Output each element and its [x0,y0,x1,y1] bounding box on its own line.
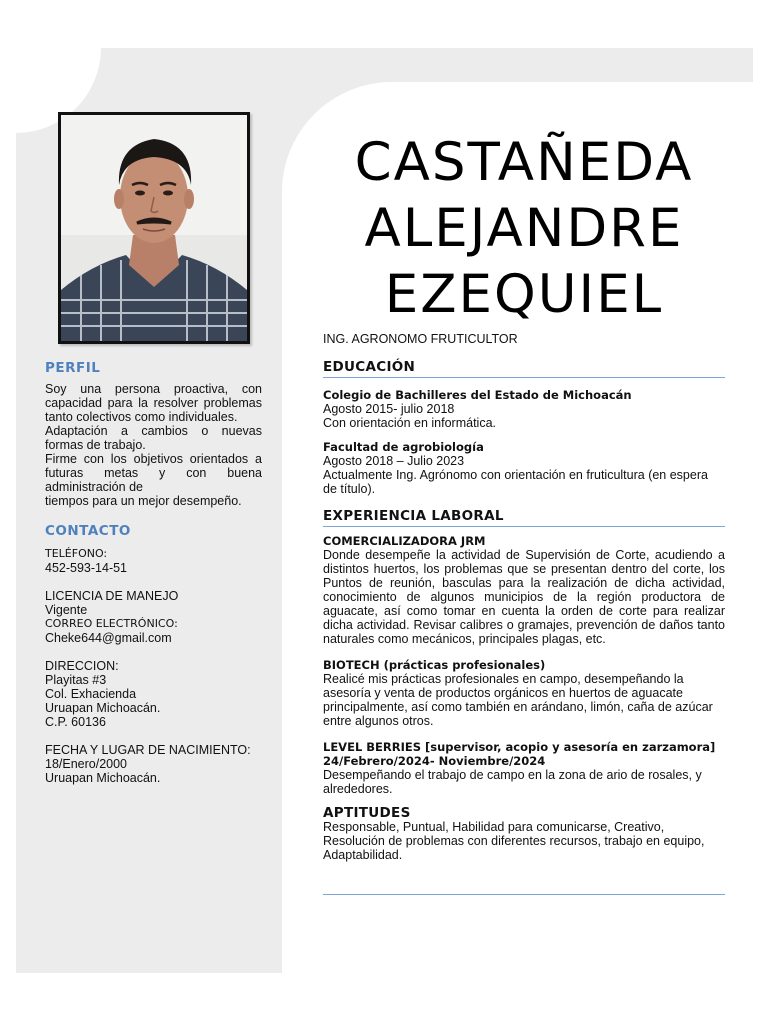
experience-detail: Donde desempeñe la actividad de Supervisión de Corte, acudiendo a distintos huertos, los problemas que se presentan dentro del corte, los Puntos de reunión, basculas para la realización de dicha actividad, conocimiento de algunos municipios de la región productora de aguacate, así como tomar en cuenta la orden de corte para realizar dicha actividad. Revisar calibres o gramajes, prevención de daños tanto naturales como mecánicos, principales plagas, etc. [323,548,725,646]
address-label: DIRECCION: [45,659,119,673]
email-value[interactable]: Cheke644@gmail.com [45,631,172,645]
profile-paragraph: Soy una persona proactiva, con capacidad para la resolver problemas tanto colectivos como individuales. [45,382,262,424]
address-line: Playitas #3 [45,673,107,687]
experience-title: LEVEL BERRIES [supervisor, acopio y asesoría en zarzamora] [323,740,716,754]
profile-photo [58,112,250,344]
profile-paragraph: Adaptación a cambios o nuevas formas de trabajo. [45,424,262,452]
education-title: Colegio de Bachilleres del Estado de Michoacán [323,388,632,402]
experience-item [323,534,725,646]
license-label: LICENCIA DE MANEJO [45,589,179,603]
skills-detail: Responsable, Puntual, Habilidad para comunicarse, Creativo, Resolución de problemas con diferentes recursos, trabajo en equipo, Adaptabilidad. [323,820,705,862]
experience-title: COMERCIALIZADORA JRM [323,534,486,548]
education-detail: Con orientación en informática. [323,416,497,430]
experience-heading: EXPERIENCIA LABORAL [323,509,725,527]
contact-heading: CONTACTO [45,523,131,539]
experience-item [323,658,725,728]
skills-section [323,806,725,862]
education-item [323,388,725,430]
license-value: Vigente [45,603,88,617]
experience-title: BIOTECH (prácticas profesionales) [323,658,546,672]
email-label: CORREO ELECTRÓNICO: [45,617,178,630]
education-heading: EDUCACIÓN [323,360,725,378]
education-dates: Agosto 2018 – Julio 2023 [323,454,465,468]
profile-section [45,361,262,508]
phone-value: 452-593-14-51 [45,561,128,575]
experience-item [323,740,725,796]
experience-dates: 24/Febrero/2024- Noviembre/2024 [323,754,546,768]
profile-text [45,382,262,508]
profile-paragraph: Firme con los objetivos orientados a futuras metas y con buena administración de [45,452,262,494]
bottom-divider [323,894,725,895]
phone-label: TELÉFONO: [45,547,108,560]
experience-detail: Desempeñando el trabajo de campo en la zona de ario de rosales, y alrededores. [323,768,702,796]
profile-paragraph: tiempos para un mejor desempeño. [45,494,242,508]
name-line: ALEJANDRE [364,198,684,259]
address-line: Uruapan Michoacán. [45,701,161,715]
experience-detail: Realicé mis prácticas profesionales en campo, desempeñando la asesoría y venta de productos orgánicos en huertos de aguacate principalmente, así como también en arándano, limón, caña de azúcar entre algunos otros. [323,672,713,728]
skills-heading: APTITUDES [323,805,411,821]
address-line: C.P. 60136 [45,715,106,729]
birth-date: 18/Enero/2000 [45,757,128,771]
education-title: Facultad de agrobiología [323,440,484,454]
birth-label: FECHA Y LUGAR DE NACIMIENTO: [45,743,251,757]
name-block [323,130,725,328]
birth-place: Uruapan Michoacán. [45,771,161,785]
education-item [323,440,725,496]
profile-heading: PERFIL [45,360,101,376]
education-detail: Actualmente Ing. Agrónomo con orientación en fruticultura (en espera de título). [323,468,708,496]
address-line: Col. Exhacienda [45,687,137,701]
name-line: EZEQUIEL [384,264,664,325]
contact-section [45,524,262,785]
name-line: CASTAÑEDA [354,132,694,193]
education-dates: Agosto 2015- julio 2018 [323,402,455,416]
education-section [323,360,725,496]
experience-section [323,509,725,796]
job-title: ING. AGRONOMO FRUTICULTOR [323,332,518,346]
